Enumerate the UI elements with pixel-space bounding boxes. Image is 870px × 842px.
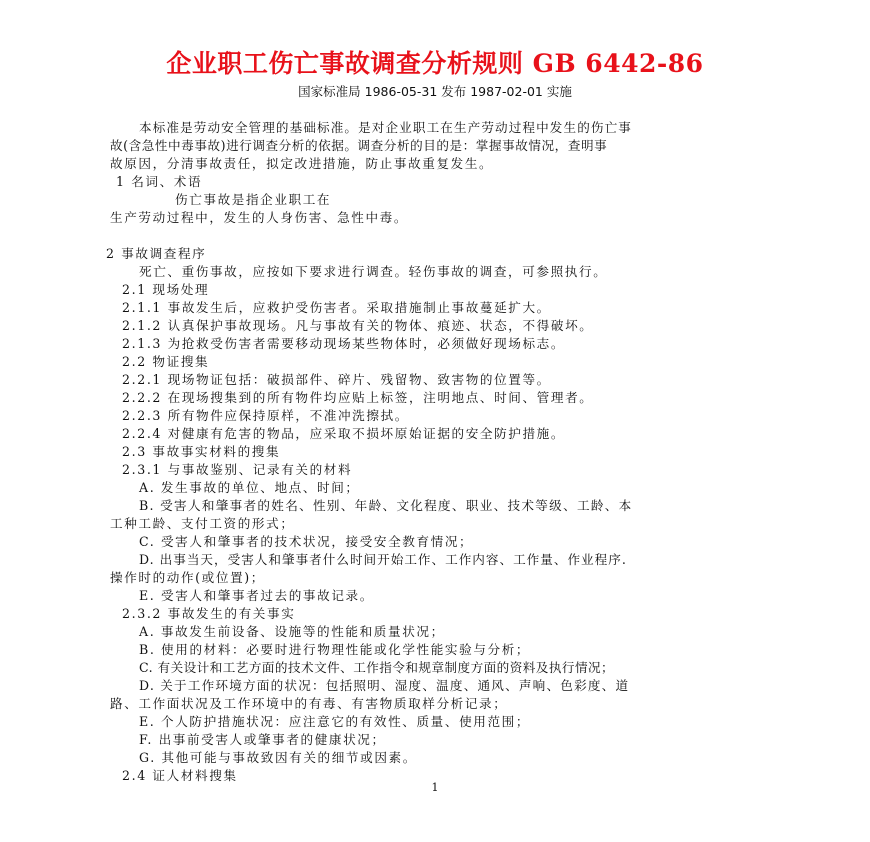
item-2-3-2-d-cont: 路、工作面状况及工作环境中的有毒、有害物质取样分析记录； [110,696,508,711]
intro-line-2: 故(含急性中毒事故)进行调查分析的依据。调查分析的目的是：掌握事故情况，查明事 [110,138,608,153]
clause-2-4: 2.4 证人材料搜集 [122,768,238,783]
item-2-3-2-e: E. 个人防护措施状况：应注意它的有效性、质量、使用范围； [139,714,531,729]
definition-line-2: 生产劳动过程中，发生的人身伤害、急性中毒。 [110,210,409,225]
section-heading-1: 1 名词、术语 [116,174,203,189]
item-2-3-1-e: E. 受害人和肇事者过去的事故记录。 [139,588,374,603]
item-2-3-1-d: D. 出事当天，受害人和肇事者什么时间开始工作、工作内容、工作量、作业程序. [139,552,627,567]
intro-line-1: 本标准是劳动安全管理的基础标准。是对企业职工在生产劳动过程中发生的伤亡事 [139,120,632,135]
section-2-intro: 死亡、重伤事故，应按如下要求进行调查。轻伤事故的调查，可参照执行。 [139,264,608,279]
item-2-3-1-c: C. 受害人和肇事者的技术状况，接受安全教育情况； [139,534,474,549]
clause-2-1: 2.1 现场处理 [122,282,210,297]
document-title: 企业职工伤亡事故调查分析规则 GB 6442-86 [166,49,704,78]
intro-line-3: 故原因，分清事故责任，拟定改进措施，防止事故重复发生。 [110,156,494,171]
clause-2-1-2: 2.1.2 认真保护事故现场。凡与事故有关的物体、痕迹、状态，不得破坏。 [122,318,594,333]
item-2-3-2-a: A. 事故发生前设备、设施等的性能和质量状况； [139,624,445,639]
clause-2-2-2: 2.2.2 在现场搜集到的所有物件均应贴上标签，注明地点、时间、管理者。 [122,390,594,405]
section-heading-2: 2 事故调查程序 [106,246,207,261]
clause-2-3-1: 2.3.1 与事故鉴别、记录有关的材料 [122,462,353,477]
clause-2-2-4: 2.2.4 对健康有危害的物品，应采取不损坏原始证据的安全防护措施。 [122,426,566,441]
clause-2-1-1: 2.1.1 事故发生后，应救护受伤害者。采取措施制止事故蔓延扩大。 [122,300,551,315]
clause-2-1-3: 2.1.3 为抢救受伤害者需要移动现场某些物体时，必须做好现场标志。 [122,336,566,351]
item-2-3-1-b: B. 受害人和肇事者的姓名、性别、年龄、文化程度、职业、技术等级、工龄、本 [139,498,633,513]
item-2-3-2-d: D. 关于工作环境方面的状况：包括照明、湿度、温度、通风、声响、色彩度、道 [139,678,630,693]
item-2-3-2-f: F. 出事前受害人或肇事者的健康状况； [139,732,386,747]
clause-2-3-2: 2.3.2 事故发生的有关事实 [122,606,296,621]
clause-2-2-3: 2.2.3 所有物件应保持原样，不准冲洗擦拭。 [122,408,409,423]
document-subtitle: 国家标准局 1986-05-31 发布 1987-02-01 实施 [298,84,572,99]
item-2-3-2-g: G. 其他可能与事故致因有关的细节或因素。 [139,750,417,765]
clause-2-3: 2.3 事故事实材料的搜集 [122,444,281,459]
page-number: 1 [431,781,439,794]
item-2-3-1-b-cont: 工种工龄、支付工资的形式； [110,516,295,531]
clause-2-2-1: 2.2.1 现场物证包括：破损部件、碎片、残留物、致害物的位置等。 [122,372,551,387]
item-2-3-1-a: A. 发生事故的单位、地点、时间； [139,480,360,495]
item-2-3-2-b: B. 使用的材料：必要时进行物理性能或化学性能实验与分析； [139,642,531,657]
item-2-3-2-c: C. 有关设计和工艺方面的技术文件、工作指令和规章制度方面的资料及执行情况； [139,660,615,675]
item-2-3-1-d-cont: 操作时的动作(或位置)； [110,570,265,585]
clause-2-2: 2.2 物证搜集 [122,354,210,369]
definition-line-1: 伤亡事故是指企业职工在 [175,192,332,207]
